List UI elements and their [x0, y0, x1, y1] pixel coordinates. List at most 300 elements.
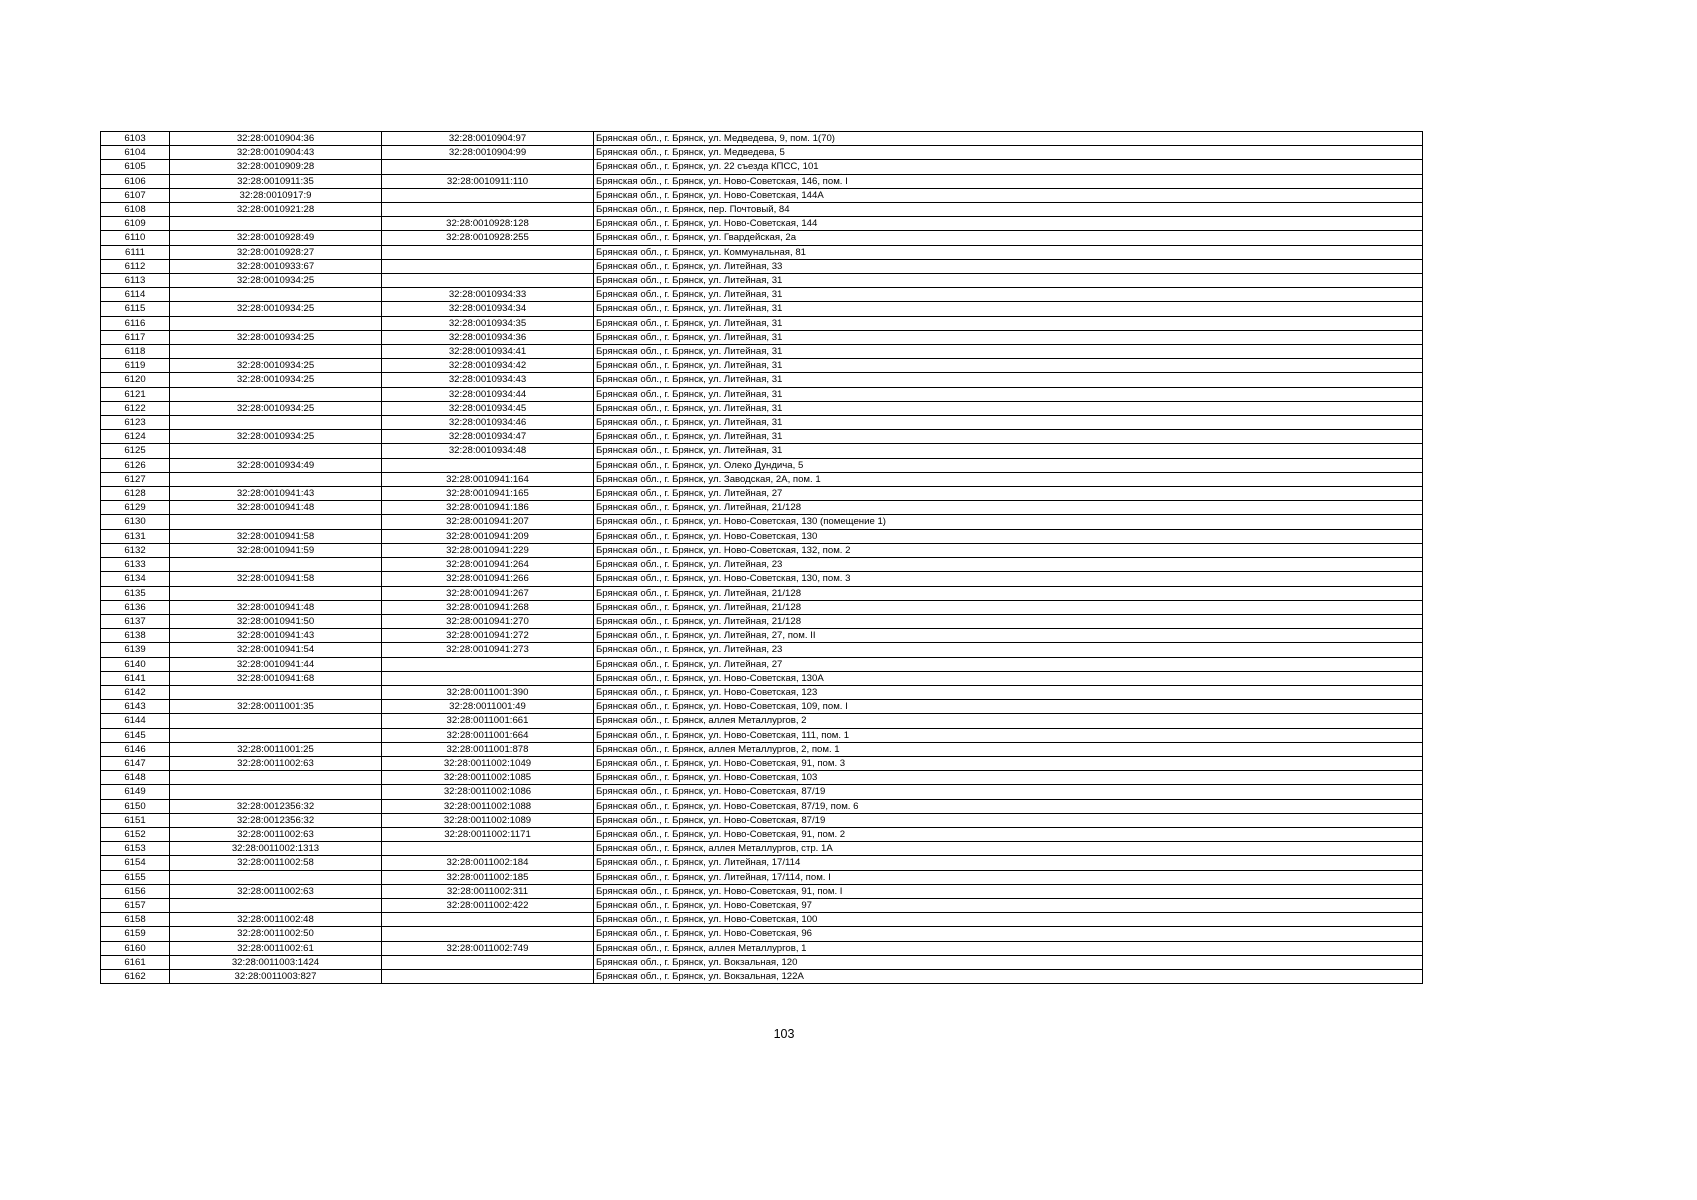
parcel-cadastral-number-cell: 32:28:0011001:35 — [170, 700, 382, 714]
parcel-cadastral-number-cell — [170, 714, 382, 728]
building-cadastral-number-cell: 32:28:0010934:35 — [382, 316, 594, 330]
row-number-cell: 6139 — [101, 643, 170, 657]
table-row — [101, 558, 1423, 572]
building-cadastral-number-cell: 32:28:0011002:1086 — [382, 785, 594, 799]
building-cadastral-number-cell: 32:28:0010934:47 — [382, 430, 594, 444]
parcel-cadastral-number-cell: 32:28:0011003:827 — [170, 969, 382, 983]
table-row — [101, 543, 1423, 557]
address-cell: Брянская обл., г. Брянск, ул. Литейная, 21/128 — [594, 586, 1423, 600]
parcel-cadastral-number-cell: 32:28:0010941:58 — [170, 572, 382, 586]
row-number-cell: 6114 — [101, 288, 170, 302]
building-cadastral-number-cell — [382, 671, 594, 685]
table-row — [101, 345, 1423, 359]
parcel-cadastral-number-cell: 32:28:0011002:63 — [170, 884, 382, 898]
row-number-cell: 6144 — [101, 714, 170, 728]
address-cell: Брянская обл., г. Брянск, ул. Ново-Советская, 144 — [594, 217, 1423, 231]
table-row — [101, 288, 1423, 302]
table-row — [101, 572, 1423, 586]
row-number-cell: 6156 — [101, 884, 170, 898]
table-row — [101, 614, 1423, 628]
address-cell: Брянская обл., г. Брянск, ул. Литейная, 27 — [594, 487, 1423, 501]
parcel-cadastral-number-cell — [170, 898, 382, 912]
address-cell: Брянская обл., г. Брянск, аллея Металлургов, 2 — [594, 714, 1423, 728]
parcel-cadastral-number-cell: 32:28:0010934:25 — [170, 401, 382, 415]
parcel-cadastral-number-cell: 32:28:0011002:63 — [170, 756, 382, 770]
table-row — [101, 813, 1423, 827]
address-cell: Брянская обл., г. Брянск, ул. Ново-Советская, 91, пом. 3 — [594, 756, 1423, 770]
parcel-cadastral-number-cell — [170, 685, 382, 699]
table-row — [101, 217, 1423, 231]
address-cell: Брянская обл., г. Брянск, ул. Ново-Советская, 87/19 — [594, 785, 1423, 799]
address-cell: Брянская обл., г. Брянск, ул. Литейная, 31 — [594, 302, 1423, 316]
table-row — [101, 458, 1423, 472]
parcel-cadastral-number-cell — [170, 558, 382, 572]
address-cell: Брянская обл., г. Брянск, ул. Литейная, 27 — [594, 657, 1423, 671]
row-number-cell: 6133 — [101, 558, 170, 572]
address-cell: Брянская обл., г. Брянск, аллея Металлургов, стр. 1А — [594, 842, 1423, 856]
parcel-cadastral-number-cell: 32:28:0010934:25 — [170, 359, 382, 373]
parcel-cadastral-number-cell: 32:28:0011002:50 — [170, 927, 382, 941]
address-cell: Брянская обл., г. Брянск, ул. Литейная, 31 — [594, 401, 1423, 415]
address-cell: Брянская обл., г. Брянск, ул. Литейная, 31 — [594, 359, 1423, 373]
building-cadastral-number-cell: 32:28:0010941:165 — [382, 487, 594, 501]
address-cell: Брянская обл., г. Брянск, ул. Литейная, 27, пом. II — [594, 629, 1423, 643]
parcel-cadastral-number-cell: 32:28:0010917:9 — [170, 188, 382, 202]
address-cell: Брянская обл., г. Брянск, пер. Почтовый, 84 — [594, 203, 1423, 217]
table-row — [101, 259, 1423, 273]
table-row — [101, 302, 1423, 316]
address-cell: Брянская обл., г. Брянск, ул. Литейная, 17/114, пом. I — [594, 870, 1423, 884]
table-body — [101, 132, 1423, 984]
parcel-cadastral-number-cell: 32:28:0010941:68 — [170, 671, 382, 685]
address-cell: Брянская обл., г. Брянск, ул. Ново-Советская, 123 — [594, 685, 1423, 699]
building-cadastral-number-cell: 32:28:0011001:664 — [382, 728, 594, 742]
address-cell: Брянская обл., г. Брянск, ул. Ново-Советская, 130 (помещение 1) — [594, 515, 1423, 529]
parcel-cadastral-number-cell: 32:28:0010928:49 — [170, 231, 382, 245]
building-cadastral-number-cell: 32:28:0011002:1085 — [382, 771, 594, 785]
building-cadastral-number-cell — [382, 842, 594, 856]
row-number-cell: 6150 — [101, 799, 170, 813]
parcel-cadastral-number-cell: 32:28:0010941:48 — [170, 600, 382, 614]
building-cadastral-number-cell: 32:28:0010941:209 — [382, 529, 594, 543]
row-number-cell: 6140 — [101, 657, 170, 671]
address-cell: Брянская обл., г. Брянск, ул. Ново-Советская, 103 — [594, 771, 1423, 785]
address-cell: Брянская обл., г. Брянск, ул. Литейная, 31 — [594, 373, 1423, 387]
parcel-cadastral-number-cell: 32:28:0010941:54 — [170, 643, 382, 657]
table-row — [101, 700, 1423, 714]
table-row — [101, 373, 1423, 387]
parcel-cadastral-number-cell — [170, 345, 382, 359]
row-number-cell: 6126 — [101, 458, 170, 472]
parcel-cadastral-number-cell — [170, 416, 382, 430]
table-row — [101, 231, 1423, 245]
page-number: 103 — [773, 1027, 795, 1041]
table-row — [101, 487, 1423, 501]
parcel-cadastral-number-cell: 32:28:0011002:63 — [170, 827, 382, 841]
table-row — [101, 529, 1423, 543]
building-cadastral-number-cell: 32:28:0010934:45 — [382, 401, 594, 415]
table-row — [101, 387, 1423, 401]
building-cadastral-number-cell — [382, 245, 594, 259]
parcel-cadastral-number-cell: 32:28:0010934:25 — [170, 330, 382, 344]
address-cell: Брянская обл., г. Брянск, ул. Медведева, 5 — [594, 146, 1423, 160]
row-number-cell: 6105 — [101, 160, 170, 174]
building-cadastral-number-cell — [382, 458, 594, 472]
row-number-cell: 6137 — [101, 614, 170, 628]
row-number-cell: 6131 — [101, 529, 170, 543]
row-number-cell: 6127 — [101, 472, 170, 486]
address-cell: Брянская обл., г. Брянск, ул. Литейная, 31 — [594, 288, 1423, 302]
address-cell: Брянская обл., г. Брянск, ул. Гвардейская, 2а — [594, 231, 1423, 245]
row-number-cell: 6146 — [101, 742, 170, 756]
address-cell: Брянская обл., г. Брянск, ул. Литейная, 31 — [594, 430, 1423, 444]
building-cadastral-number-cell: 32:28:0010934:33 — [382, 288, 594, 302]
address-cell: Брянская обл., г. Брянск, ул. Литейная, 33 — [594, 259, 1423, 273]
row-number-cell: 6117 — [101, 330, 170, 344]
row-number-cell: 6106 — [101, 174, 170, 188]
table-row — [101, 472, 1423, 486]
address-cell: Брянская обл., г. Брянск, ул. Ново-Советская, 146, пом. I — [594, 174, 1423, 188]
table-row — [101, 643, 1423, 657]
parcel-cadastral-number-cell: 32:28:0010941:43 — [170, 487, 382, 501]
parcel-cadastral-number-cell — [170, 515, 382, 529]
address-cell: Брянская обл., г. Брянск, ул. Литейная, 31 — [594, 444, 1423, 458]
building-cadastral-number-cell — [382, 203, 594, 217]
parcel-cadastral-number-cell: 32:28:0010933:67 — [170, 259, 382, 273]
address-cell: Брянская обл., г. Брянск, ул. Литейная, 31 — [594, 274, 1423, 288]
table-row — [101, 416, 1423, 430]
table-row — [101, 401, 1423, 415]
building-cadastral-number-cell: 32:28:0010928:255 — [382, 231, 594, 245]
row-number-cell: 6129 — [101, 501, 170, 515]
address-cell: Брянская обл., г. Брянск, аллея Металлургов, 1 — [594, 941, 1423, 955]
table-row — [101, 969, 1423, 983]
address-cell: Брянская обл., г. Брянск, ул. Ново-Советская, 100 — [594, 913, 1423, 927]
building-cadastral-number-cell: 32:28:0010934:44 — [382, 387, 594, 401]
address-cell: Брянская обл., г. Брянск, ул. Заводская, 2А, пом. 1 — [594, 472, 1423, 486]
parcel-cadastral-number-cell: 32:28:0012356:32 — [170, 799, 382, 813]
building-cadastral-number-cell — [382, 274, 594, 288]
table-row — [101, 870, 1423, 884]
row-number-cell: 6128 — [101, 487, 170, 501]
building-cadastral-number-cell: 32:28:0010941:264 — [382, 558, 594, 572]
table-row — [101, 203, 1423, 217]
row-number-cell: 6130 — [101, 515, 170, 529]
row-number-cell: 6151 — [101, 813, 170, 827]
building-cadastral-number-cell: 32:28:0011002:1088 — [382, 799, 594, 813]
table-row — [101, 856, 1423, 870]
row-number-cell: 6115 — [101, 302, 170, 316]
parcel-cadastral-number-cell — [170, 472, 382, 486]
parcel-cadastral-number-cell — [170, 785, 382, 799]
parcel-cadastral-number-cell: 32:28:0010934:49 — [170, 458, 382, 472]
building-cadastral-number-cell: 32:28:0011002:185 — [382, 870, 594, 884]
table-row — [101, 657, 1423, 671]
address-cell: Брянская обл., г. Брянск, ул. Литейная, 31 — [594, 416, 1423, 430]
table-row — [101, 515, 1423, 529]
parcel-cadastral-number-cell: 32:28:0011002:61 — [170, 941, 382, 955]
parcel-cadastral-number-cell: 32:28:0010941:43 — [170, 629, 382, 643]
building-cadastral-number-cell: 32:28:0011001:49 — [382, 700, 594, 714]
row-number-cell: 6143 — [101, 700, 170, 714]
row-number-cell: 6110 — [101, 231, 170, 245]
building-cadastral-number-cell: 32:28:0010934:34 — [382, 302, 594, 316]
building-cadastral-number-cell: 32:28:0010941:267 — [382, 586, 594, 600]
row-number-cell: 6124 — [101, 430, 170, 444]
building-cadastral-number-cell — [382, 955, 594, 969]
table-row — [101, 146, 1423, 160]
building-cadastral-number-cell: 32:28:0011001:878 — [382, 742, 594, 756]
row-number-cell: 6116 — [101, 316, 170, 330]
row-number-cell: 6141 — [101, 671, 170, 685]
row-number-cell: 6159 — [101, 927, 170, 941]
building-cadastral-number-cell: 32:28:0010904:97 — [382, 132, 594, 146]
building-cadastral-number-cell: 32:28:0010911:110 — [382, 174, 594, 188]
row-number-cell: 6158 — [101, 913, 170, 927]
building-cadastral-number-cell: 32:28:0011002:311 — [382, 884, 594, 898]
row-number-cell: 6119 — [101, 359, 170, 373]
parcel-cadastral-number-cell: 32:28:0010941:50 — [170, 614, 382, 628]
parcel-cadastral-number-cell — [170, 870, 382, 884]
row-number-cell: 6108 — [101, 203, 170, 217]
address-cell: Брянская обл., г. Брянск, ул. Ново-Советская, 97 — [594, 898, 1423, 912]
row-number-cell: 6107 — [101, 188, 170, 202]
address-cell: Брянская обл., г. Брянск, ул. Ново-Советская, 130 — [594, 529, 1423, 543]
parcel-cadastral-number-cell — [170, 444, 382, 458]
parcel-cadastral-number-cell: 32:28:0011001:25 — [170, 742, 382, 756]
parcel-cadastral-number-cell: 32:28:0010941:44 — [170, 657, 382, 671]
building-cadastral-number-cell — [382, 259, 594, 273]
building-cadastral-number-cell: 32:28:0011002:1171 — [382, 827, 594, 841]
row-number-cell: 6157 — [101, 898, 170, 912]
address-cell: Брянская обл., г. Брянск, ул. Литейная, 31 — [594, 330, 1423, 344]
building-cadastral-number-cell: 32:28:0011002:1049 — [382, 756, 594, 770]
row-number-cell: 6153 — [101, 842, 170, 856]
building-cadastral-number-cell: 32:28:0011002:184 — [382, 856, 594, 870]
parcel-cadastral-number-cell: 32:28:0011003:1424 — [170, 955, 382, 969]
building-cadastral-number-cell: 32:28:0010941:266 — [382, 572, 594, 586]
building-cadastral-number-cell: 32:28:0010934:46 — [382, 416, 594, 430]
address-cell: Брянская обл., г. Брянск, ул. Ново-Советская, 130, пом. 3 — [594, 572, 1423, 586]
address-cell: Брянская обл., г. Брянск, ул. Олеко Дундича, 5 — [594, 458, 1423, 472]
table-row — [101, 330, 1423, 344]
address-cell: Брянская обл., г. Брянск, ул. Ново-Советская, 96 — [594, 927, 1423, 941]
parcel-cadastral-number-cell: 32:28:0011002:48 — [170, 913, 382, 927]
table-row — [101, 799, 1423, 813]
building-cadastral-number-cell: 32:28:0010928:128 — [382, 217, 594, 231]
parcel-cadastral-number-cell: 32:28:0011002:1313 — [170, 842, 382, 856]
parcel-cadastral-number-cell: 32:28:0010928:27 — [170, 245, 382, 259]
table-row — [101, 444, 1423, 458]
address-cell: Брянская обл., г. Брянск, ул. Медведева, 9, пом. 1(70) — [594, 132, 1423, 146]
table-row — [101, 756, 1423, 770]
row-number-cell: 6155 — [101, 870, 170, 884]
building-cadastral-number-cell: 32:28:0010934:36 — [382, 330, 594, 344]
building-cadastral-number-cell: 32:28:0010934:42 — [382, 359, 594, 373]
table-row — [101, 188, 1423, 202]
table-row — [101, 884, 1423, 898]
table-row — [101, 430, 1423, 444]
building-cadastral-number-cell: 32:28:0010904:99 — [382, 146, 594, 160]
parcel-cadastral-number-cell — [170, 288, 382, 302]
row-number-cell: 6132 — [101, 543, 170, 557]
row-number-cell: 6111 — [101, 245, 170, 259]
row-number-cell: 6160 — [101, 941, 170, 955]
building-cadastral-number-cell: 32:28:0010934:48 — [382, 444, 594, 458]
building-cadastral-number-cell: 32:28:0010941:207 — [382, 515, 594, 529]
table-row — [101, 160, 1423, 174]
address-cell: Брянская обл., г. Брянск, ул. Литейная, 31 — [594, 316, 1423, 330]
parcel-cadastral-number-cell: 32:28:0010941:59 — [170, 543, 382, 557]
registry-table — [100, 131, 1423, 984]
table-row — [101, 927, 1423, 941]
table-row — [101, 132, 1423, 146]
building-cadastral-number-cell: 32:28:0010941:164 — [382, 472, 594, 486]
building-cadastral-number-cell — [382, 969, 594, 983]
row-number-cell: 6152 — [101, 827, 170, 841]
address-cell: Брянская обл., г. Брянск, ул. Литейная, 31 — [594, 345, 1423, 359]
table-row — [101, 898, 1423, 912]
building-cadastral-number-cell: 32:28:0010941:186 — [382, 501, 594, 515]
parcel-cadastral-number-cell — [170, 586, 382, 600]
table-row — [101, 316, 1423, 330]
row-number-cell: 6109 — [101, 217, 170, 231]
building-cadastral-number-cell: 32:28:0011002:749 — [382, 941, 594, 955]
parcel-cadastral-number-cell: 32:28:0010934:25 — [170, 302, 382, 316]
building-cadastral-number-cell: 32:28:0011002:422 — [382, 898, 594, 912]
table-row — [101, 714, 1423, 728]
address-cell: Брянская обл., г. Брянск, ул. Литейная, 31 — [594, 387, 1423, 401]
row-number-cell: 6120 — [101, 373, 170, 387]
parcel-cadastral-number-cell: 32:28:0012356:32 — [170, 813, 382, 827]
row-number-cell: 6142 — [101, 685, 170, 699]
row-number-cell: 6145 — [101, 728, 170, 742]
table-row — [101, 274, 1423, 288]
row-number-cell: 6112 — [101, 259, 170, 273]
address-cell: Брянская обл., г. Брянск, ул. Вокзальная, 120 — [594, 955, 1423, 969]
row-number-cell: 6147 — [101, 756, 170, 770]
address-cell: Брянская обл., г. Брянск, ул. Ново-Советская, 87/19 — [594, 813, 1423, 827]
table-row — [101, 785, 1423, 799]
parcel-cadastral-number-cell: 32:28:0010934:25 — [170, 430, 382, 444]
building-cadastral-number-cell — [382, 927, 594, 941]
address-cell: Брянская обл., г. Брянск, ул. 22 съезда КПСС, 101 — [594, 160, 1423, 174]
parcel-cadastral-number-cell: 32:28:0010909:28 — [170, 160, 382, 174]
parcel-cadastral-number-cell — [170, 217, 382, 231]
address-cell: Брянская обл., г. Брянск, ул. Ново-Советская, 144А — [594, 188, 1423, 202]
row-number-cell: 6104 — [101, 146, 170, 160]
building-cadastral-number-cell: 32:28:0010941:268 — [382, 600, 594, 614]
row-number-cell: 6162 — [101, 969, 170, 983]
table-row — [101, 501, 1423, 515]
row-number-cell: 6113 — [101, 274, 170, 288]
table-row — [101, 827, 1423, 841]
building-cadastral-number-cell — [382, 913, 594, 927]
parcel-cadastral-number-cell: 32:28:0010921:28 — [170, 203, 382, 217]
address-cell: Брянская обл., г. Брянск, ул. Литейная, 23 — [594, 558, 1423, 572]
table-row — [101, 842, 1423, 856]
building-cadastral-number-cell — [382, 160, 594, 174]
table-row — [101, 742, 1423, 756]
table-row — [101, 600, 1423, 614]
parcel-cadastral-number-cell: 32:28:0010941:58 — [170, 529, 382, 543]
table-row — [101, 771, 1423, 785]
row-number-cell: 6148 — [101, 771, 170, 785]
parcel-cadastral-number-cell: 32:28:0011002:58 — [170, 856, 382, 870]
row-number-cell: 6125 — [101, 444, 170, 458]
address-cell: Брянская обл., г. Брянск, ул. Коммунальная, 81 — [594, 245, 1423, 259]
table-row — [101, 728, 1423, 742]
row-number-cell: 6161 — [101, 955, 170, 969]
building-cadastral-number-cell: 32:28:0010941:273 — [382, 643, 594, 657]
building-cadastral-number-cell: 32:28:0010934:41 — [382, 345, 594, 359]
table-row — [101, 359, 1423, 373]
table-row — [101, 941, 1423, 955]
table-row — [101, 174, 1423, 188]
row-number-cell: 6123 — [101, 416, 170, 430]
parcel-cadastral-number-cell: 32:28:0010904:36 — [170, 132, 382, 146]
row-number-cell: 6138 — [101, 629, 170, 643]
table-row — [101, 671, 1423, 685]
address-cell: Брянская обл., г. Брянск, ул. Вокзальная, 122А — [594, 969, 1423, 983]
parcel-cadastral-number-cell: 32:28:0010934:25 — [170, 373, 382, 387]
table-row — [101, 586, 1423, 600]
address-cell: Брянская обл., г. Брянск, ул. Ново-Советская, 87/19, пом. 6 — [594, 799, 1423, 813]
parcel-cadastral-number-cell: 32:28:0010904:43 — [170, 146, 382, 160]
parcel-cadastral-number-cell — [170, 728, 382, 742]
address-cell: Брянская обл., г. Брянск, ул. Ново-Советская, 91, пом. 2 — [594, 827, 1423, 841]
parcel-cadastral-number-cell — [170, 771, 382, 785]
address-cell: Брянская обл., г. Брянск, ул. Ново-Советская, 132, пом. 2 — [594, 543, 1423, 557]
address-cell: Брянская обл., г. Брянск, ул. Литейная, 21/128 — [594, 614, 1423, 628]
address-cell: Брянская обл., г. Брянск, ул. Литейная, 23 — [594, 643, 1423, 657]
address-cell: Брянская обл., г. Брянск, ул. Литейная, 17/114 — [594, 856, 1423, 870]
address-cell: Брянская обл., г. Брянск, ул. Литейная, 21/128 — [594, 600, 1423, 614]
address-cell: Брянская обл., г. Брянск, ул. Ново-Советская, 111, пом. 1 — [594, 728, 1423, 742]
table-row — [101, 245, 1423, 259]
parcel-cadastral-number-cell: 32:28:0010911:35 — [170, 174, 382, 188]
address-cell: Брянская обл., г. Брянск, ул. Ново-Советская, 91, пом. I — [594, 884, 1423, 898]
building-cadastral-number-cell — [382, 657, 594, 671]
parcel-cadastral-number-cell: 32:28:0010941:48 — [170, 501, 382, 515]
row-number-cell: 6121 — [101, 387, 170, 401]
address-cell: Брянская обл., г. Брянск, ул. Ново-Советская, 130А — [594, 671, 1423, 685]
building-cadastral-number-cell: 32:28:0011001:661 — [382, 714, 594, 728]
building-cadastral-number-cell: 32:28:0010941:229 — [382, 543, 594, 557]
building-cadastral-number-cell: 32:28:0010934:43 — [382, 373, 594, 387]
row-number-cell: 6136 — [101, 600, 170, 614]
address-cell: Брянская обл., г. Брянск, ул. Ново-Советская, 109, пом. I — [594, 700, 1423, 714]
row-number-cell: 6135 — [101, 586, 170, 600]
parcel-cadastral-number-cell — [170, 387, 382, 401]
parcel-cadastral-number-cell: 32:28:0010934:25 — [170, 274, 382, 288]
row-number-cell: 6122 — [101, 401, 170, 415]
table-row — [101, 629, 1423, 643]
address-cell: Брянская обл., г. Брянск, ул. Литейная, 21/128 — [594, 501, 1423, 515]
table-row — [101, 913, 1423, 927]
row-number-cell: 6149 — [101, 785, 170, 799]
row-number-cell: 6154 — [101, 856, 170, 870]
building-cadastral-number-cell: 32:28:0011002:1089 — [382, 813, 594, 827]
table-row — [101, 685, 1423, 699]
row-number-cell: 6134 — [101, 572, 170, 586]
building-cadastral-number-cell: 32:28:0010941:272 — [382, 629, 594, 643]
table-row — [101, 955, 1423, 969]
parcel-cadastral-number-cell — [170, 316, 382, 330]
row-number-cell: 6103 — [101, 132, 170, 146]
building-cadastral-number-cell — [382, 188, 594, 202]
row-number-cell: 6118 — [101, 345, 170, 359]
